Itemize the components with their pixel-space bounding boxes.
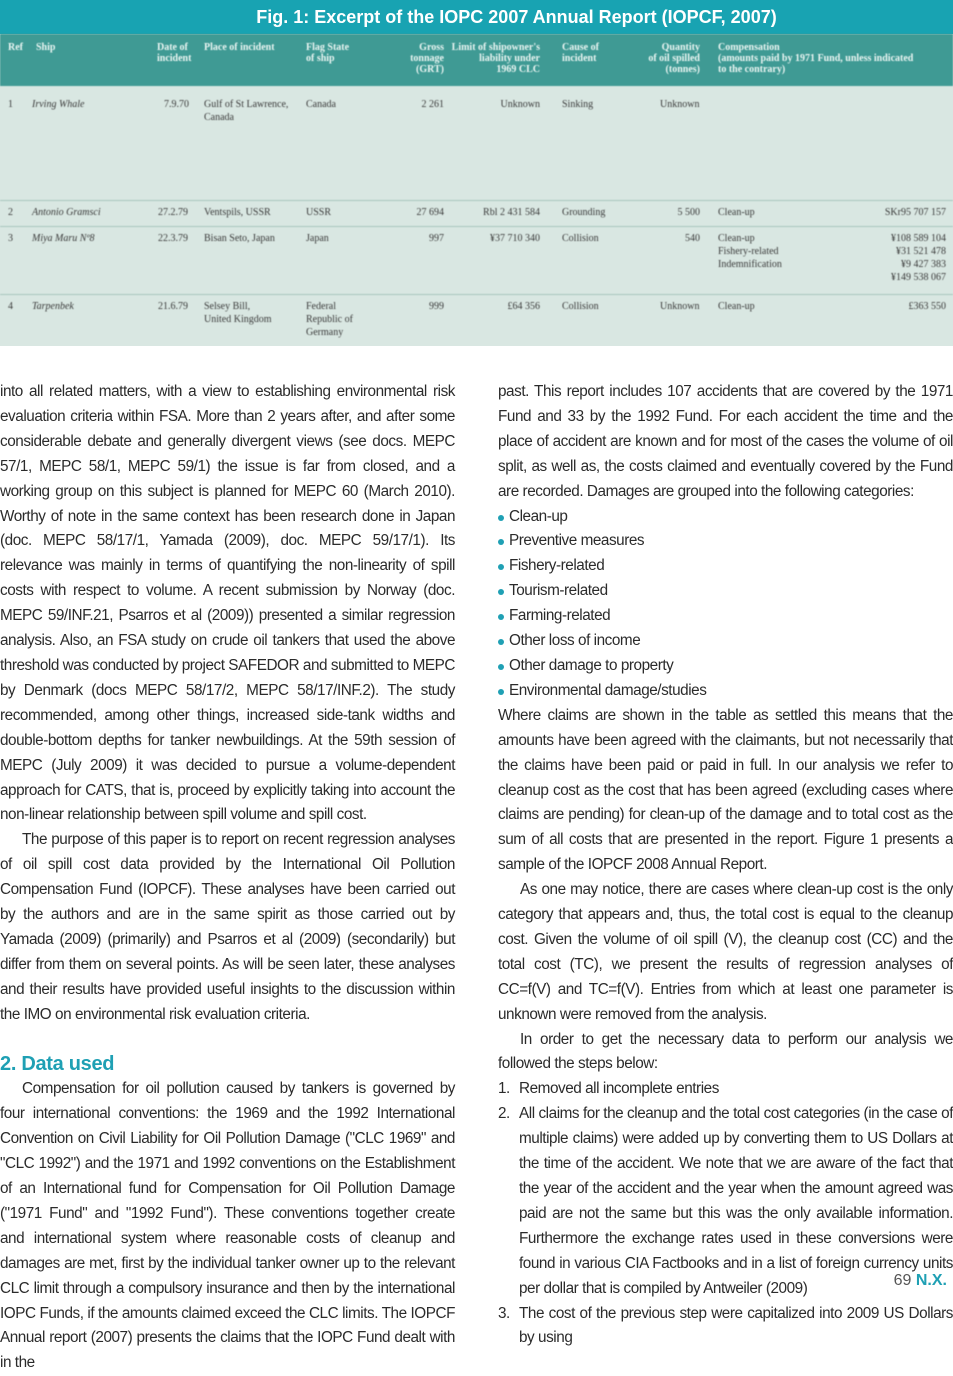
- figure-table-body: [0, 86, 953, 346]
- page-number: 69: [893, 1272, 912, 1289]
- list-item: Farming-related: [498, 604, 953, 629]
- header-date: Date of incident: [157, 42, 192, 64]
- paragraph: In order to get the necessary data to perform our analysis we followed the steps below:: [498, 1030, 953, 1073]
- cell-ship: Antonio Gramsci: [32, 207, 101, 218]
- header-ship: Ship: [36, 42, 56, 53]
- header-limit: Limit of shipowner's liability under 1969 CLC: [451, 42, 540, 75]
- cell-comp-amounts: ¥108 589 104 ¥31 521 478 ¥9 427 383 ¥149 538 067: [891, 233, 946, 283]
- table-row: [0, 200, 953, 218]
- cell-ref: 1: [8, 99, 13, 110]
- cell-quantity: Unknown: [660, 301, 700, 312]
- step-number: 3.: [498, 1304, 510, 1322]
- journal-brand: N.X.: [915, 1272, 947, 1289]
- header-flag: Flag State of ship: [306, 42, 350, 64]
- cell-cause: Grounding: [562, 207, 606, 218]
- damage-category-list: [498, 505, 953, 704]
- paragraph: Where claims are shown in the table as settled this means that the amounts have been agreed with the claimants, but not necessarily that the claims have been paid or paid in full. In our analysis we refer to cleanup cost as the cost that has been agreed (excluding cases where claims are pending) for clean-up of the damage and to total cost as the sum of all costs that are presented in the report. Figure 1 presents a sample of the IOPCF 2008 Annual Report.: [498, 706, 953, 874]
- cell-ship: Miya Maru Nº8: [32, 233, 95, 244]
- list-item: Clean-up: [498, 505, 953, 530]
- header-cause: Cause of incident: [562, 42, 599, 64]
- cell-flag: Japan: [306, 233, 329, 244]
- left-text-column: [0, 380, 455, 1376]
- list-item: Tourism-related: [498, 579, 953, 604]
- right-text-column: [498, 380, 953, 1351]
- cell-gross: 997: [429, 233, 444, 244]
- cell-comp-types: Clean-up Fishery-related Indemnification: [718, 233, 782, 270]
- step-text: The cost of the previous step were capitalized into 2009 US Dollars by using: [519, 1304, 953, 1347]
- paragraph: As one may notice, there are cases where clean-up cost is the only category that appears and, thus, the total cost is equal to the cleanup cost. Given the volume of oil spill (V), the cleanup cost (CC) and the total cost (TC), we present the results of regression analyses of CC=f(V) and TC=f(V). Entries from which at least one parameter is unknown were removed from the analysis.: [498, 881, 953, 1023]
- step-text: All claims for the cleanup and the total cost categories (in the case of multiple claims) were added up by converting them to US Dollars at the time of the accident. We note that we are aware of the fact that the year of the accident and the year when the amount agreed was paid are not the same but this was the only available information. Furthermore the exchange rates used in these conversions were found in various CIA Factbooks and in a list of foreign currency units per dollar that is compiled by Antweiler (2009): [519, 1105, 953, 1297]
- cell-ref: 3: [8, 233, 13, 244]
- cell-place: Gulf of St Lawrence, Canada: [204, 99, 289, 123]
- cell-limit: ¥37 710 340: [490, 233, 540, 244]
- figure-table-header: [0, 34, 953, 86]
- cell-cause: Collision: [562, 233, 599, 244]
- step-item: [498, 1102, 953, 1301]
- cell-flag: Federal Republic of Germany: [306, 301, 353, 338]
- step-item: [498, 1302, 953, 1352]
- section-title: 2. Data used: [0, 1053, 115, 1076]
- cell-date: 7.9.70: [164, 99, 189, 110]
- cell-ref: 2: [8, 207, 13, 218]
- list-item: Other loss of income: [498, 629, 953, 654]
- cell-quantity: Unknown: [660, 99, 700, 110]
- cell-quantity: 5 500: [677, 207, 700, 218]
- header-place: Place of incident: [204, 42, 275, 53]
- cell-comp-amounts: £363 550: [908, 301, 946, 312]
- cell-place: Ventspils, USSR: [204, 207, 271, 218]
- cell-ref: 4: [8, 301, 13, 312]
- figure-iopc-excerpt: [0, 0, 953, 346]
- cell-limit: Unknown: [500, 99, 540, 110]
- cell-date: 22.3.79: [158, 233, 188, 244]
- header-quantity: Quantity of oil spilled (tonnes): [648, 42, 700, 75]
- list-item: Environmental damage/studies: [498, 679, 953, 704]
- header-gross: Gross tonnage (GRT): [410, 42, 444, 75]
- cell-flag: Canada: [306, 99, 336, 110]
- step-item: [498, 1077, 953, 1102]
- cell-comp-types: Clean-up: [718, 207, 755, 218]
- header-compensation: Compensation (amounts paid by 1971 Fund, unless indicated to the contrary): [718, 42, 914, 75]
- cell-ship: Tarpenbek: [32, 301, 74, 312]
- cell-cause: Collision: [562, 301, 599, 312]
- cell-ship: Irving Whale: [32, 99, 85, 110]
- paragraph: into all related matters, with a view to establishing environmental risk evaluation criteria within FSA. More than 2 years after, and after some considerable debate and generally divergent views (see docs. MEPC 57/1, MEPC 58/1, MEPC 59/1) the issue is far from closed, and a working group on this subject is planned for MEPC 60 (March 2010). Worthy of note in the same context has been research done in Japan (doc. MEPC 58/17/1, Yamada (2009), doc. MEPC 59/17/1). Its relevance was mainly in terms of quantifying the non-linearity of spill costs with respect to volume. A recent submission by Norway (doc. MEPC 59/INF.21, Psarros et al (2009)) presented a similar regression analysis. Also, an FSA study on crude oil tankers that used the above threshold was conducted by project SAFEDOR and submitted to MEPC by Denmark (docs MEPC 58/17/2, MEPC 58/17/INF.2). The study recommended, among other things, increased side-tank widths and double-bottom depths for tanker newbuildings. At the 59th session of MEPC (July 2009) it was decided to pursue a volume-dependent approach for CATS, that is, proceed by explicitly taking into account the non-linear relationship between spill volume and spill cost.: [0, 383, 455, 824]
- cell-gross: 27 694: [416, 207, 444, 218]
- cell-limit: Rbl 2 431 584: [483, 207, 540, 218]
- list-item: Preventive measures: [498, 529, 953, 554]
- step-number: 1.: [498, 1080, 510, 1098]
- figure-title: Fig. 1: Excerpt of the IOPC 2007 Annual Report (IOPCF, 2007): [0, 0, 953, 34]
- cell-place: Selsey Bill, United Kingdom: [204, 301, 272, 325]
- step-text: Removed all incomplete entries: [519, 1080, 719, 1098]
- table-row: [0, 226, 953, 283]
- header-ref: Ref: [8, 42, 23, 53]
- cell-flag: USSR: [306, 207, 332, 218]
- list-item: Other damage to property: [498, 654, 953, 679]
- table-row: [0, 294, 953, 338]
- cell-date: 27.2.79: [158, 207, 188, 218]
- cell-cause: Sinking: [562, 99, 594, 110]
- steps-list: [498, 1077, 953, 1351]
- paragraph: past. This report includes 107 accidents that are covered by the 1971 Fund and 33 by the 1992 Fund. For each accident the time and the place of accident are known and for most of the cases the volume of oil split, as well as, the costs claimed and eventually covered by the Fund are recorded. Damages are grouped into the following categories:: [498, 383, 953, 500]
- paragraph: The purpose of this paper is to report on recent regression analyses of oil spill cost data provided by the International Oil Pollution Compensation Fund (IOPCF). These analyses have been carried out by the authors and are in the same spirit as those carried out by Yamada (2009) (primarily) and Psarros et al (2009) (secondarily) but differ from them on several points. As will be seen later, these analyses and their results have provided useful insights to the discussion within the IMO on environmental risk evaluation criteria.: [0, 831, 455, 1023]
- cell-gross: 2 261: [421, 99, 444, 110]
- cell-date: 21.6.79: [158, 301, 188, 312]
- list-item: Fishery-related: [498, 554, 953, 579]
- step-number: 2.: [498, 1105, 510, 1123]
- cell-limit: £64 356: [507, 301, 540, 312]
- cell-quantity: 540: [685, 233, 700, 244]
- page-footer: [894, 1272, 947, 1290]
- cell-comp-amounts: SKr95 707 157: [884, 207, 946, 218]
- cell-place: Bisan Seto, Japan: [204, 233, 275, 244]
- paragraph: Compensation for oil pollution caused by tankers is governed by four international conventions: the 1969 and the 1992 International Convention on Civil Liability for Oil Pollution Damage ("CLC 1969" and "CLC 1992") and the 1971 and 1992 conventions on the Establishment of an International fund for Compensation for Oil Pollution Damage ("1971 Fund" and "1992 Fund"). These conventions together create and international system where reasonable costs of cleanup and damages are met, first by the individual tanker owner up to the relevant CLC limit through a compulsory insurance and then by the international IOPC Funds, if the amounts claimed exceed the CLC limits. The IOPCF Annual report (2007) presents the claims that the IOPC Fund dealt with in the: [0, 1080, 455, 1372]
- cell-gross: 999: [429, 301, 444, 312]
- cell-comp-types: Clean-up: [718, 301, 755, 312]
